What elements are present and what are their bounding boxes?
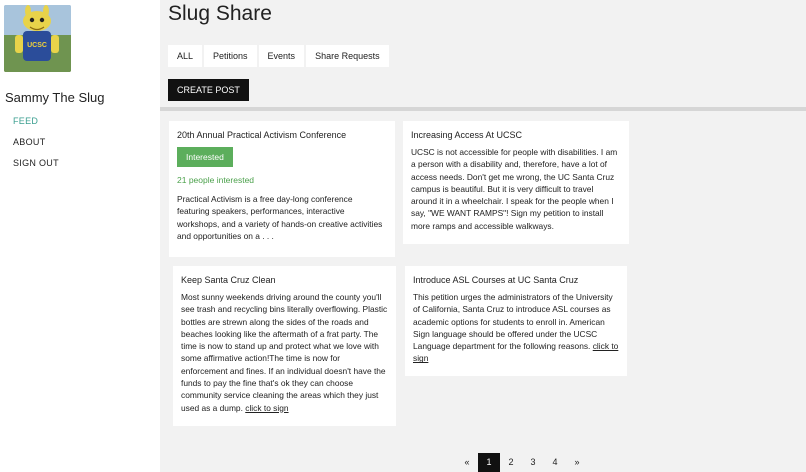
post-body-wrapper <box>181 291 388 414</box>
post-title: Introduce ASL Courses at UC Santa Cruz <box>413 275 579 285</box>
interest-count: 21 people interested <box>177 175 255 185</box>
click-to-sign-link[interactable]: click to sign <box>245 402 289 413</box>
post-body: Practical Activism is a free day-long conference featuring speakers, performances, interactive workshops, and a variety of hands-on creative activities and opportunities on a . . . <box>177 194 383 241</box>
avatar[interactable] <box>4 5 71 72</box>
sidebar-nav <box>13 116 59 179</box>
create-post-button[interactable]: CREATE POST <box>168 79 249 101</box>
post-card <box>403 121 629 244</box>
svg-text:UCSC: UCSC <box>27 42 47 49</box>
page-4[interactable]: 4 <box>552 457 558 467</box>
post-title: 20th Annual Practical Activism Conference <box>177 130 347 140</box>
page-1[interactable]: 1 <box>478 453 500 472</box>
divider <box>160 107 806 111</box>
post-body: This petition urges the administrators of the University of California, Santa Cruz to introduce ASL courses as academic options for students to enroll in. American Sign language should be offered under the UCSC Language department for the following reasons. <box>413 292 613 352</box>
username: Sammy The Slug <box>5 90 105 105</box>
post-title: Increasing Access At UCSC <box>411 130 523 140</box>
filter-tabs <box>168 45 389 67</box>
tab-events[interactable]: Events <box>259 45 305 67</box>
sidebar <box>0 0 160 472</box>
click-to-sign-link[interactable]: click to sign <box>413 341 619 364</box>
page-3[interactable]: 3 <box>530 457 536 467</box>
main-content <box>160 0 806 472</box>
page-title: Slug Share <box>168 2 272 25</box>
pagination <box>456 453 588 472</box>
prev-page-icon[interactable]: « <box>464 457 470 467</box>
nav-item-feed[interactable]: FEED <box>13 116 39 126</box>
nav-item-about[interactable]: ABOUT <box>13 137 46 147</box>
interested-button[interactable]: Interested <box>177 147 233 167</box>
post-card <box>405 266 627 376</box>
tab-petitions[interactable]: Petitions <box>204 45 257 67</box>
post-card <box>169 121 395 257</box>
post-title: Keep Santa Cruz Clean <box>181 275 276 285</box>
tab-share-requests[interactable]: Share Requests <box>306 45 389 67</box>
post-card <box>173 266 396 426</box>
post-body: UCSC is not accessible for people with disabilities. I am a person with a disability and, therefore, have a lot of access needs. Don't get me wrong, the UC Santa Cruz campus is beautiful. But it is very difficult to travel around it in a wheelchair. I speak for the people when I say, "WE WANT RAMPS"! Sign my petition to install more ramps and accessible walkways. <box>411 147 618 231</box>
nav-item-sign-out[interactable]: SIGN OUT <box>13 158 59 168</box>
tab-all[interactable]: ALL <box>168 45 202 67</box>
page-2[interactable]: 2 <box>508 457 514 467</box>
next-page-icon[interactable]: » <box>574 457 580 467</box>
post-body-wrapper <box>413 291 619 365</box>
slug-mascot-avatar <box>4 5 71 72</box>
post-body: Most sunny weekends driving around the county you'll see trash and recycling bins literally overflowing. Plastic bottles are strewn along the sides of the roads and beaches looking like the aftermath of a frat party. The time is now to stand up and protect what we love with some affirmative action!The time is now for enforcement and fines. If an individual doesn't have the funds to pay the fine that's ok they can choose community service cleaning the areas which they just used as a dump. <box>181 292 388 413</box>
